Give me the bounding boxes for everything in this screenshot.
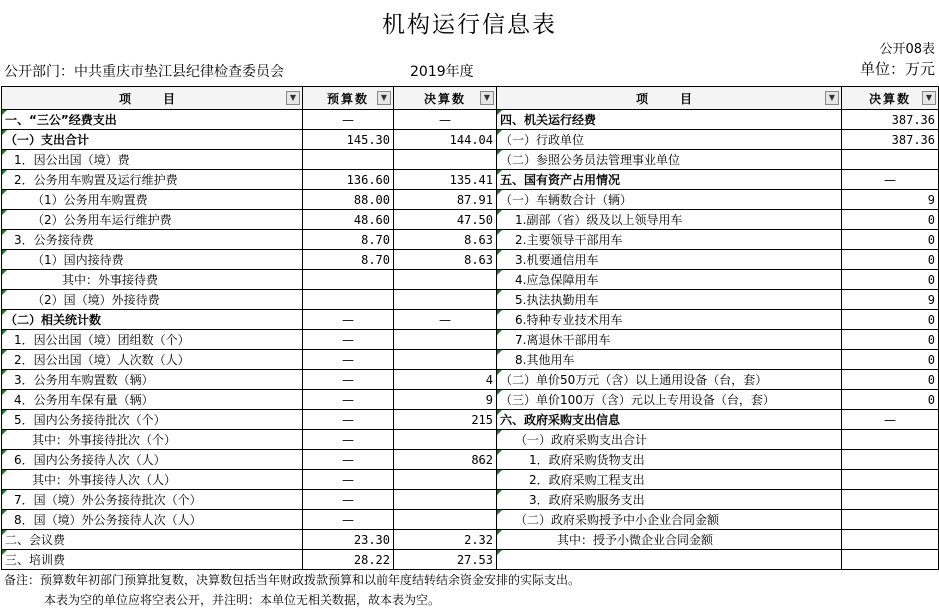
- filter-dropdown-icon[interactable]: ▼: [377, 91, 391, 105]
- budget-cell[interactable]: [303, 290, 394, 310]
- header-final-right: 决算数 ▼: [842, 87, 939, 110]
- final-cell[interactable]: [394, 290, 497, 310]
- right-final-cell[interactable]: 0: [842, 350, 939, 370]
- left-item-cell[interactable]: 3．公务用车购置数（辆）: [2, 370, 303, 390]
- right-item-cell[interactable]: 五、国有资产占用情况: [497, 170, 842, 190]
- unit-label: 单位：万元: [859, 60, 935, 78]
- left-item-cell[interactable]: 二、会议费: [2, 530, 303, 550]
- budget-cell[interactable]: 88.00: [303, 190, 394, 210]
- table-row: [2, 550, 939, 570]
- final-cell[interactable]: [394, 350, 497, 370]
- table-row: [2, 410, 939, 430]
- table-row: [2, 170, 939, 190]
- budget-cell[interactable]: —: [303, 390, 394, 410]
- left-item-cell[interactable]: （二）相关统计数: [2, 310, 303, 330]
- final-cell[interactable]: [394, 330, 497, 350]
- left-item-cell[interactable]: 其中：外事接待人次（人）: [2, 470, 303, 490]
- left-item-cell[interactable]: 2．公务用车购置及运行维护费: [2, 170, 303, 190]
- left-item-cell[interactable]: 三、培训费: [2, 550, 303, 570]
- table-row: [2, 150, 939, 170]
- right-final-cell[interactable]: 387.36: [842, 130, 939, 150]
- final-cell[interactable]: [394, 510, 497, 530]
- left-item-cell[interactable]: 2．因公出国（境）人次数（人）: [2, 350, 303, 370]
- budget-cell[interactable]: —: [303, 470, 394, 490]
- table-row: [2, 210, 939, 230]
- table-row: [2, 490, 939, 510]
- right-item-cell[interactable]: 2．政府采购工程支出: [497, 470, 842, 490]
- table-row: [2, 130, 939, 150]
- right-final-cell[interactable]: [842, 430, 939, 450]
- right-item-cell[interactable]: 1.副部（省）级及以上领导用车: [497, 210, 842, 230]
- table-row: [2, 310, 939, 330]
- final-cell[interactable]: [394, 270, 497, 290]
- budget-cell[interactable]: —: [303, 410, 394, 430]
- final-cell[interactable]: [394, 150, 497, 170]
- budget-cell[interactable]: —: [303, 110, 394, 130]
- right-final-cell[interactable]: 0: [842, 370, 939, 390]
- budget-cell[interactable]: —: [303, 510, 394, 530]
- table-row: [2, 510, 939, 530]
- right-item-cell[interactable]: 3．政府采购服务支出: [497, 490, 842, 510]
- left-item-cell[interactable]: 其中：外事接待批次（个）: [2, 430, 303, 450]
- left-item-cell[interactable]: 1．因公出国（境）费: [2, 150, 303, 170]
- right-item-cell[interactable]: （一）车辆数合计（辆）: [497, 190, 842, 210]
- table-row: [2, 110, 939, 130]
- right-item-cell[interactable]: 4.应急保障用车: [497, 270, 842, 290]
- budget-cell[interactable]: 8.70: [303, 250, 394, 270]
- budget-cell[interactable]: —: [303, 310, 394, 330]
- filter-dropdown-icon[interactable]: ▼: [286, 91, 300, 105]
- right-item-cell[interactable]: 六、政府采购支出信息: [497, 410, 842, 430]
- right-final-cell[interactable]: 9: [842, 190, 939, 210]
- left-item-cell[interactable]: 5．国内公务接待批次（个）: [2, 410, 303, 430]
- table-row: [2, 190, 939, 210]
- budget-cell[interactable]: 145.30: [303, 130, 394, 150]
- right-final-cell[interactable]: 0: [842, 230, 939, 250]
- budget-cell[interactable]: [303, 150, 394, 170]
- right-final-cell[interactable]: —: [842, 170, 939, 190]
- table-row: [2, 230, 939, 250]
- left-item-cell[interactable]: 8．国（境）外公务接待人次（人）: [2, 510, 303, 530]
- right-item-cell[interactable]: （二）单价50万元（含）以上通用设备（台，套）: [497, 370, 842, 390]
- table-row: [2, 390, 939, 410]
- right-final-cell[interactable]: 0: [842, 270, 939, 290]
- final-cell[interactable]: 2.32: [394, 530, 497, 550]
- right-final-cell[interactable]: 0: [842, 210, 939, 230]
- budget-cell[interactable]: —: [303, 370, 394, 390]
- right-item-cell[interactable]: 8.其他用车: [497, 350, 842, 370]
- budget-cell[interactable]: 136.60: [303, 170, 394, 190]
- header-budget: 预算数 ▼: [303, 87, 394, 110]
- budget-cell[interactable]: 48.60: [303, 210, 394, 230]
- right-final-cell[interactable]: [842, 550, 939, 570]
- footnote-empty-table: 本表为空的单位应将空表公开，并注明：本单位无相关数据，故本表为空。: [44, 593, 441, 607]
- budget-cell[interactable]: —: [303, 490, 394, 510]
- right-final-cell[interactable]: —: [842, 410, 939, 430]
- budget-cell[interactable]: 28.22: [303, 550, 394, 570]
- right-final-cell[interactable]: [842, 510, 939, 530]
- agency-operation-table: [1, 86, 939, 570]
- footnote: 备注：预算数年初部门预算批复数，决算数包括当年财政拨款预算和以前年度结转结余资金安排的实际支出。: [4, 573, 581, 587]
- right-final-cell[interactable]: 0: [842, 330, 939, 350]
- final-cell[interactable]: [394, 490, 497, 510]
- right-item-cell[interactable]: （三）单价100万（含）元以上专用设备（台，套）: [497, 390, 842, 410]
- table-row: [2, 290, 939, 310]
- left-item-cell[interactable]: 6．国内公务接待人次（人）: [2, 450, 303, 470]
- final-cell[interactable]: [394, 470, 497, 490]
- year-label: 2019年度: [410, 64, 474, 80]
- table-row: [2, 350, 939, 370]
- right-item-cell[interactable]: 6.特种专业技术用车: [497, 310, 842, 330]
- table-row: [2, 430, 939, 450]
- table-row: [2, 250, 939, 270]
- right-final-cell[interactable]: 0: [842, 390, 939, 410]
- right-item-cell[interactable]: 1．政府采购货物支出: [497, 450, 842, 470]
- right-final-cell[interactable]: 387.36: [842, 110, 939, 130]
- left-item-cell[interactable]: 3．公务接待费: [2, 230, 303, 250]
- right-item-cell[interactable]: （一）政府采购支出合计: [497, 430, 842, 450]
- left-item-cell[interactable]: 其中：外事接待费: [2, 270, 303, 290]
- left-item-cell[interactable]: 一、“三公”经费支出: [2, 110, 303, 130]
- right-final-cell[interactable]: [842, 490, 939, 510]
- report-title: 机构运行信息表: [382, 12, 557, 38]
- right-item-cell[interactable]: （二）政府采购授予中小企业合同金额: [497, 510, 842, 530]
- budget-cell[interactable]: —: [303, 330, 394, 350]
- right-final-cell[interactable]: [842, 450, 939, 470]
- left-item-cell[interactable]: 1．因公出国（境）团组数（个）: [2, 330, 303, 350]
- final-cell[interactable]: 144.04: [394, 130, 497, 150]
- right-final-cell[interactable]: [842, 150, 939, 170]
- final-cell[interactable]: 27.53: [394, 550, 497, 570]
- right-item-cell[interactable]: 5.执法执勤用车: [497, 290, 842, 310]
- final-cell[interactable]: 135.41: [394, 170, 497, 190]
- filter-dropdown-icon[interactable]: ▼: [480, 91, 494, 105]
- table-row: [2, 530, 939, 550]
- budget-cell[interactable]: [303, 270, 394, 290]
- right-item-cell[interactable]: 7.离退休干部用车: [497, 330, 842, 350]
- right-final-cell[interactable]: 0: [842, 310, 939, 330]
- right-final-cell[interactable]: 0: [842, 250, 939, 270]
- final-cell[interactable]: 862: [394, 450, 497, 470]
- final-cell[interactable]: 8.63: [394, 250, 497, 270]
- header-final: 决算数 ▼: [394, 87, 497, 110]
- right-item-cell[interactable]: （一）行政单位: [497, 130, 842, 150]
- left-item-cell[interactable]: （1）公务用车购置费: [2, 190, 303, 210]
- final-cell[interactable]: 9: [394, 390, 497, 410]
- right-final-cell[interactable]: 9: [842, 290, 939, 310]
- final-cell[interactable]: 87.91: [394, 190, 497, 210]
- final-cell[interactable]: 4: [394, 370, 497, 390]
- table-header-row: [2, 87, 939, 110]
- table-row: [2, 330, 939, 350]
- final-cell[interactable]: [394, 430, 497, 450]
- left-item-cell[interactable]: （一）支出合计: [2, 130, 303, 150]
- right-final-cell[interactable]: [842, 470, 939, 490]
- final-cell[interactable]: 215: [394, 410, 497, 430]
- filter-dropdown-icon[interactable]: ▼: [922, 91, 936, 105]
- left-item-cell[interactable]: （2）公务用车运行维护费: [2, 210, 303, 230]
- right-item-cell[interactable]: 3.机要通信用车: [497, 250, 842, 270]
- right-item-cell[interactable]: 2.主要领导干部用车: [497, 230, 842, 250]
- final-cell[interactable]: —: [394, 110, 497, 130]
- budget-cell[interactable]: 8.70: [303, 230, 394, 250]
- header-item-right: 项 目 ▼: [497, 87, 842, 110]
- table-row: [2, 470, 939, 490]
- budget-cell[interactable]: 23.30: [303, 530, 394, 550]
- final-cell[interactable]: 47.50: [394, 210, 497, 230]
- right-item-cell[interactable]: 其中：授予小微企业合同金额: [497, 530, 842, 550]
- right-item-cell[interactable]: [497, 550, 842, 570]
- budget-cell[interactable]: —: [303, 450, 394, 470]
- right-item-cell[interactable]: （二）参照公务员法管理事业单位: [497, 150, 842, 170]
- left-item-cell[interactable]: （2）国（境）外接待费: [2, 290, 303, 310]
- department-label: 公开部门：中共重庆市垫江县纪律检查委员会: [4, 64, 284, 80]
- left-item-cell[interactable]: 7．国（境）外公务接待批次（个）: [2, 490, 303, 510]
- header-item: 项 目 ▼: [2, 87, 303, 110]
- left-item-cell[interactable]: （1）国内接待费: [2, 250, 303, 270]
- budget-cell[interactable]: —: [303, 350, 394, 370]
- table-row: [2, 270, 939, 290]
- left-item-cell[interactable]: 4．公务用车保有量（辆）: [2, 390, 303, 410]
- final-cell[interactable]: —: [394, 310, 497, 330]
- right-item-cell[interactable]: 四、机关运行经费: [497, 110, 842, 130]
- final-cell[interactable]: 8.63: [394, 230, 497, 250]
- form-code: 公开08表: [879, 42, 935, 57]
- filter-dropdown-icon[interactable]: ▼: [825, 91, 839, 105]
- budget-cell[interactable]: —: [303, 430, 394, 450]
- right-final-cell[interactable]: [842, 530, 939, 550]
- table-row: [2, 450, 939, 470]
- table-row: [2, 370, 939, 390]
